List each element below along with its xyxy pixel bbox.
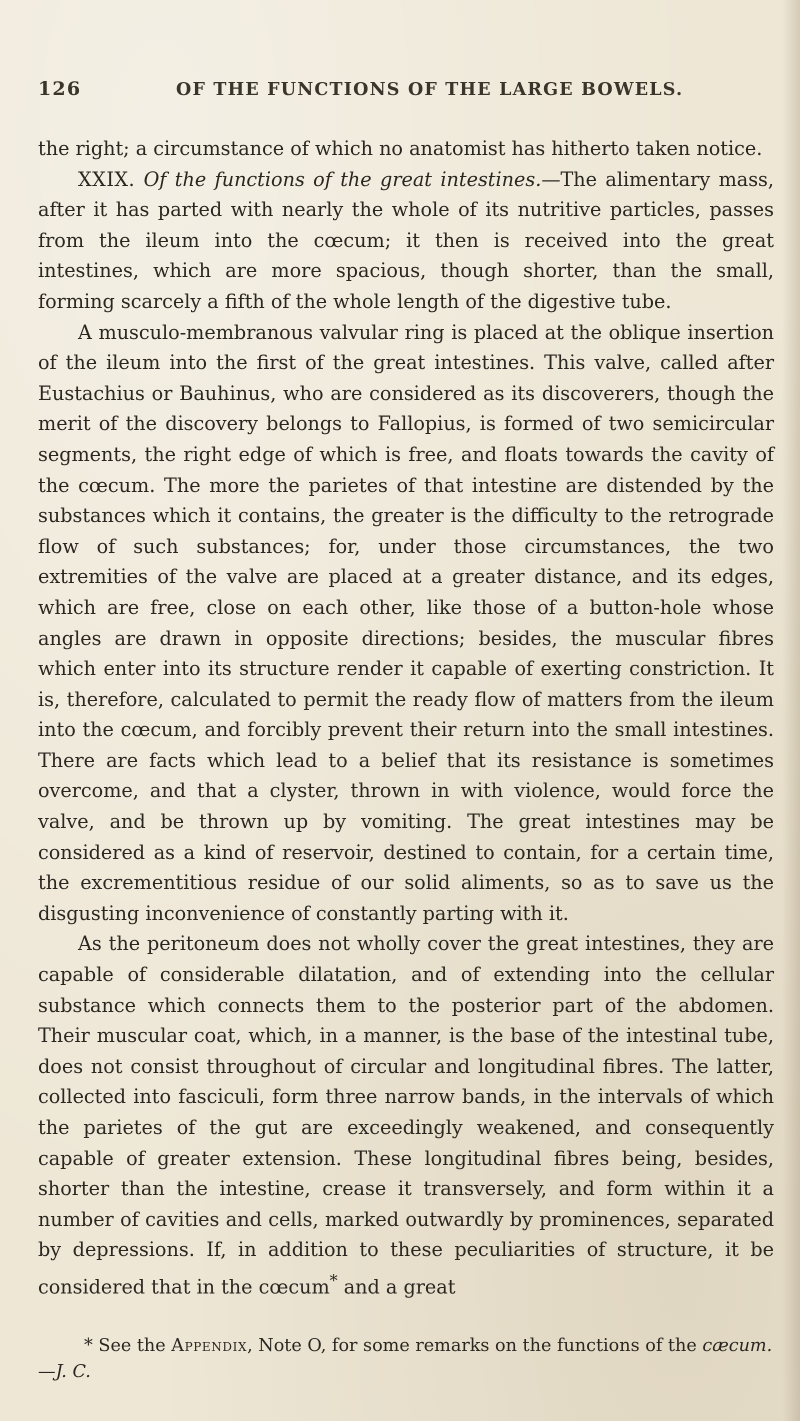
page-edge-shadow xyxy=(782,0,800,1421)
section-number: XXIX. xyxy=(78,167,136,191)
footnote-marker: * xyxy=(84,1336,93,1356)
continuation-text: the right; a circumstance of which no anatomist has hitherto taken notice. xyxy=(38,137,763,160)
footnote-text: , Note O, for some remarks on the functions of the xyxy=(247,1336,697,1356)
footnote xyxy=(38,1333,774,1385)
section-text: The alimentary mass, after it has parted with nearly the whole of its nutritive particles, passes from the ileum into the cœcum; it then is received into the great intestines, which are more spacious, though shorter, than the small, forming scarcely a fifth of the whole length of the digestive tube. xyxy=(38,167,775,313)
peritoneum-tail: and a great xyxy=(337,1275,456,1299)
peritoneum-paragraph xyxy=(38,929,774,1303)
valve-text: A musculo-membranous valvular ring is placed at the oblique insertion of the ileum into the first of the great intestines. This valve, called after Eustachius or Bauhinus, who are considered as its discoverers, though the merit of the discovery belongs to Fallopius, is formed of two semicircular segments, the right edge of which is free, and floats towards the cavity of the cœcum. The more the parietes of that intestine are distended by the substances which it contains, the greater is the difficulty to the retrograde flow of such substances; for, under those circumstances, the two extremities of the valve are placed at a greater distance, and its edges, which are free, close on each other, like those of a button-hole whose angles are drawn in opposite directions; besides, the muscular fibres which enter into its structure render it capable of exerting constriction. It is, therefore, calculated to permit the ready flow of matters from the ileum into the cœcum, and forcibly prevent their return into the small intestines. There are facts which lead to a belief that its resistance is sometimes overcome, and that a clyster, thrown in with violence, would force the valve, and be thrown up by vomiting. The great intestines may be considered as a kind of reservoir, destined to contain, for a certain time, the excrementitious residue of our solid aliments, so as to save us the disgusting inconvenience of constantly parting with it. xyxy=(38,320,774,925)
running-title: OF THE FUNCTIONS OF THE LARGE BOWELS. xyxy=(176,80,684,100)
body-text xyxy=(38,134,774,1303)
peritoneum-text: As the peritoneum does not wholly cover the great intestines, they are capable of considerable dilatation, and of extending into the cellular substance which connects them to the posterior part of the abdomen. Their muscular coat, which, in a manner, is the base of the intestinal tube, does not consist throughout of circular and longitudinal fibres. The latter, collected into fasciculi, form three narrow bands, in the intervals of which the parietes of the gut are exceedingly weakened, and consequently capable of greater extension. These longitudinal fibres being, besides, shorter than the intestine, crease it transversely, and form within it a number of cavities and cells, marked outwardly by prominences, separated by depressions. If, in addition to these peculiarities of structure, it be considered that in the cœcum xyxy=(38,932,774,1299)
footnote-signature-line xyxy=(38,1359,774,1385)
section-paragraph xyxy=(38,165,774,318)
continuation-paragraph xyxy=(38,134,774,165)
section-dash: — xyxy=(541,167,561,191)
footnote-appendix: Appendix xyxy=(171,1336,248,1356)
footnote-term: cæcum. xyxy=(702,1336,773,1356)
section-title: Of the functions of the great intestines. xyxy=(143,167,542,191)
running-head xyxy=(38,78,778,112)
valve-paragraph xyxy=(38,318,774,930)
page-number: 126 xyxy=(38,78,82,100)
footnote-signature: —J. C. xyxy=(38,1362,91,1382)
footnote-reference[interactable]: * xyxy=(329,1270,338,1290)
footnote-paragraph xyxy=(38,1333,774,1359)
footnote-see: See the xyxy=(98,1336,166,1356)
